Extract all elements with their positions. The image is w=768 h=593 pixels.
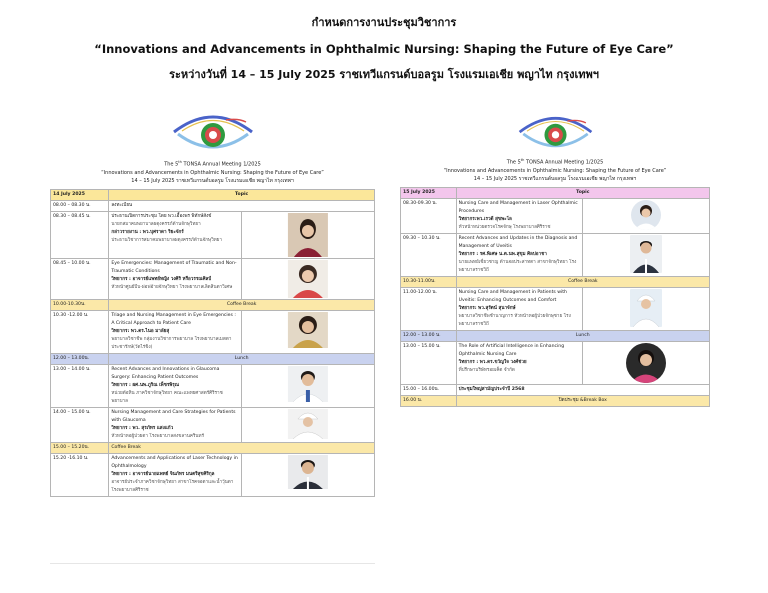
table-row bbox=[401, 384, 710, 395]
speaker-photo-cell bbox=[242, 364, 375, 407]
schedule-day-1 bbox=[50, 108, 375, 497]
speaker-photo bbox=[244, 409, 372, 439]
table-row bbox=[51, 258, 375, 299]
table-row bbox=[401, 341, 710, 384]
speaker-photo bbox=[244, 366, 372, 402]
meeting-venue: 14 – 15 July 2025 ราชเทวีแกรนด์บอลรูม โรงแรมเอเชีย พญาไท กรุงเทพฯ bbox=[131, 177, 294, 184]
table-row bbox=[51, 453, 375, 496]
table-row bbox=[51, 364, 375, 407]
time-cell: 08.45 – 10.00 น. bbox=[51, 258, 109, 299]
time-cell: 15.20 -16.10 น. bbox=[51, 453, 109, 496]
break-label: Coffee Break bbox=[109, 442, 375, 453]
table-header-row bbox=[51, 189, 375, 200]
coffee-break-row bbox=[51, 299, 375, 310]
table-row bbox=[51, 200, 375, 211]
topic-header: Topic bbox=[109, 189, 375, 200]
topic-cell: ประธานเปิดการประชุม โดย พว.เอื้องพร พิทักษ์สังข์ นายกสมาคมพยาบาลผดุงครรภ์ด้านจักษุวิทยา กล่าวรายงาน : พว.บุศราดา ริยะจักร์ ประธานวิชาการสมาคมพยาบาลผดุงครรภ์ด้านจักษุวิทยา bbox=[109, 211, 242, 258]
table-row bbox=[401, 233, 710, 276]
topic-cell: Recent Advances and Updates in the Diagnosis and Management of Uveitis วิทยากร : รศ.พิเศษ น.ต.นพ.สุขุม ศิลปอาชา นายแพทย์เชี่ยวชาญ ด้านจอประสาทตา สาขาจักษุวิทยา โรงพยาบาลราชวิถี bbox=[456, 233, 583, 276]
meeting-name: The 5th TONSA Annual Meeting 1/2025 bbox=[506, 158, 604, 166]
time-cell: 09.30 – 10.30 น. bbox=[401, 233, 457, 276]
lunch-row bbox=[401, 330, 710, 341]
topic-cell: Triage and Nursing Management in Eye Emergencies : A Critical Approach to Patient Care วิทยากร: พว.ดร.ไนอ มาลัยสุ พยาบาลวิชาชีพ กลุ่มงานวิชาการพยาบาล โรงพยาบาลเมตตาประชารักษ์(วัดไร่ขิง) bbox=[109, 310, 242, 353]
day-label: 14 July 2025 bbox=[51, 189, 109, 200]
time-cell: 12.00 – 13.00 น. bbox=[401, 330, 457, 341]
time-cell: 15.00 – 16.00น. bbox=[401, 384, 457, 395]
speaker-photo-cell bbox=[583, 341, 710, 384]
speaker-photo bbox=[631, 200, 661, 230]
break-label: Coffee Break bbox=[109, 299, 375, 310]
lunch-row bbox=[51, 353, 375, 364]
time-cell: 11.00-12.00 น. bbox=[401, 287, 457, 330]
topic-cell: ประชุมใหญ่สามัญประจำปี 2568 bbox=[456, 384, 709, 395]
closing-row bbox=[401, 395, 710, 406]
topic-cell: Nursing Management and Care Strategies for Patients with Glaucoma วิทยากร : พว. สุรภัทร แสงแก้ว หัวหน้าหอผู้ป่วยตา โรงพยาบาลสงขลานครินทร์ bbox=[109, 407, 242, 442]
speaker-photo bbox=[244, 312, 372, 348]
time-cell: 15.00 – 15.20น. bbox=[51, 442, 109, 453]
table-row bbox=[51, 407, 375, 442]
speaker-photo bbox=[244, 455, 372, 489]
header-line-2: “Innovations and Advancements in Ophthalmic Nursing: Shaping the Future of Eye Care” bbox=[94, 42, 674, 56]
document-header bbox=[0, 10, 768, 88]
time-cell: 08.30 – 08.45 น. bbox=[51, 211, 109, 258]
coffee-break-row bbox=[51, 442, 375, 453]
speaker-photo bbox=[244, 213, 372, 257]
schedule-day-2 bbox=[400, 108, 710, 407]
header-line-3: ระหว่างวันที่ 14 – 15 July 2025 ราชเทวีแกรนด์บอลรูม โรงแรมเอเชีย พญาไท กรุงเทพฯ bbox=[169, 68, 599, 81]
meeting-name: The 5th TONSA Annual Meeting 1/2025 bbox=[164, 160, 261, 168]
time-cell: 16.00 น. bbox=[401, 395, 457, 406]
topic-cell: The Role of Artificial Intelligence in Enhancing Ophthalmic Nursing Care วิทยากร : พว.ดร.ขวัญใจ วงศ์ช่วย ที่ปรึกษาบริษัทรอยเค็ต จำกัด bbox=[456, 341, 583, 384]
meeting-venue: 14 – 15 July 2025 ราชเทวีแกรนด์บอลรูม โรงแรมเอเชีย พญาไท กรุงเทพฯ bbox=[473, 175, 637, 182]
coffee-break-row bbox=[401, 276, 710, 287]
header-line-1: กำหนดการงานประชุมวิชาการ bbox=[311, 16, 457, 29]
speaker-photo-cell bbox=[583, 287, 710, 330]
time-cell: 10.00-10.30น. bbox=[51, 299, 109, 310]
table-header-row bbox=[401, 187, 710, 198]
speaker-photo-cell bbox=[242, 310, 375, 353]
speaker-photo bbox=[630, 289, 662, 327]
time-cell: 08.30-09.30 น. bbox=[401, 198, 457, 233]
topic-cell: ลงทะเบียน bbox=[109, 200, 375, 211]
speaker-photo-cell bbox=[583, 198, 710, 233]
time-cell: 08.00 – 08.30 น. bbox=[51, 200, 109, 211]
speaker-photo-cell bbox=[583, 233, 710, 276]
speaker-photo-cell bbox=[242, 211, 375, 258]
day-label: 15 July 2025 bbox=[401, 187, 457, 198]
time-cell: 12.00 – 13.00น. bbox=[51, 353, 109, 364]
time-cell: 14.00 – 15.00 น. bbox=[51, 407, 109, 442]
meeting-theme: “Innovations and Advancements in Ophthalmic Nursing: Shaping the Future of Eye Care” bbox=[101, 169, 324, 176]
time-cell: 10.30 -12.00 น. bbox=[51, 310, 109, 353]
break-label: Lunch bbox=[456, 330, 709, 341]
meeting-theme: “Innovations and Advancements in Ophthalmic Nursing: Shaping the Future of Eye Care” bbox=[443, 167, 667, 174]
table-row bbox=[51, 310, 375, 353]
topic-cell: Nursing Care and Management in Laser Ophthalmic Procedures วิทยากร:พว.เรวดี สุขพะโล หัวหน้าหน่วยตรวจโรคจักษุ โรงพยาบาลศิริราช bbox=[456, 198, 583, 233]
speaker-photo bbox=[626, 343, 666, 383]
table-row bbox=[51, 211, 375, 258]
break-label: Lunch bbox=[109, 353, 375, 364]
speaker-photo bbox=[244, 260, 372, 298]
tonsa-eye-logo bbox=[513, 110, 598, 156]
schedule-table bbox=[50, 189, 375, 497]
table-row bbox=[401, 198, 710, 233]
topic-cell: Recent Advances and Innovations in Glaucoma Surgery: Enhancing Patient Outcomes วิทยากร : ผศ.นพ.ภูริณ เพ็ชรพิรุณ หน่วยต้อหิน ภาควิชาจักษุวิทยา คณะแพทยศาสตร์ศิริราชพยาบาล bbox=[109, 364, 242, 407]
speaker-photo-cell bbox=[242, 407, 375, 442]
topic-cell: Eye Emergencies: Management of Traumatic and Non-Traumatic Conditions วิทยากร : อาจารย์แพทย์หญิง วงศิริ หรือวรรณศิลป์ หัวหน้าศูนย์ปีบ-ฝอฟอ้ายจักษุวิทยา โรงพยาบาลเลิดสินตาวิเศษ bbox=[109, 258, 242, 299]
tonsa-eye-logo bbox=[168, 108, 258, 158]
topic-cell: Nursing Care and Management in Patients with Uveitis: Enhancing Outcomes and Comfort วิทยากร: พว.สุรัตน์ สุนาจักษ์ พยาบาลวิชาชีพชำนาญการ หัวหน้าหอผู้ป่วยจักษุชาย โรงพยาบาลราชวิถี bbox=[456, 287, 583, 330]
time-cell: 13.00 – 15.00 น. bbox=[401, 341, 457, 384]
speaker-photo bbox=[630, 235, 662, 273]
topic-header: Topic bbox=[456, 187, 709, 198]
table-row bbox=[401, 287, 710, 330]
speaker-photo-cell bbox=[242, 453, 375, 496]
break-label: Coffee Break bbox=[456, 276, 709, 287]
time-cell: 10.30-11.00น. bbox=[401, 276, 457, 287]
speaker-photo-cell bbox=[242, 258, 375, 299]
schedule-table bbox=[400, 187, 710, 407]
break-label: ปิดประชุม &Break Box bbox=[456, 395, 709, 406]
topic-cell: Advancements and Applications of Laser Technology in Ophthalmology วิทยากร : อาจารย์นายแพทย์ จินภัทร มนตรีสุขศิริกุล อาจารย์ประจำภาควิชาจักษุวิทยา สาขาโรคจอตาและน้ำวุ้นตา โรงพยาบาลศิริราช bbox=[109, 453, 242, 496]
time-cell: 13.00 – 14.00 น. bbox=[51, 364, 109, 407]
page-divider bbox=[50, 563, 375, 564]
